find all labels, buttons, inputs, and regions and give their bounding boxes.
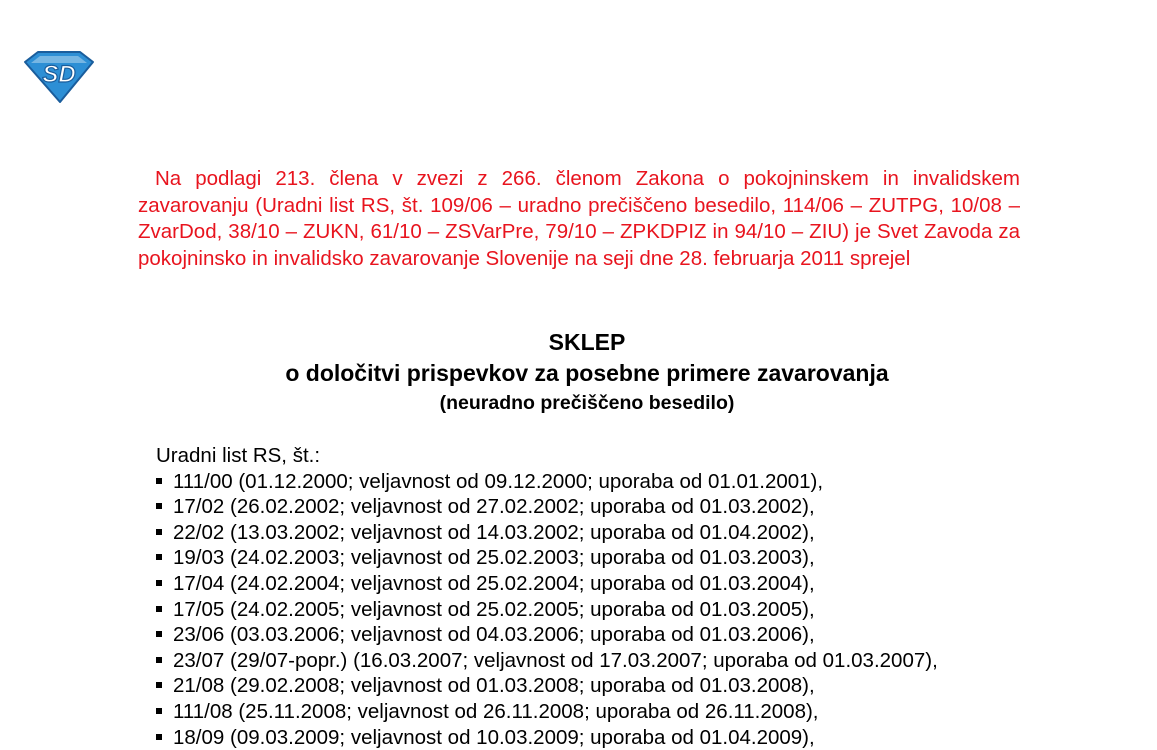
gazette-item-text: 23/07 (29/07-popr.) (16.03.2007; veljavnost od 17.03.2007; uporaba od 01.03.2007), — [173, 648, 938, 672]
gazette-list-item — [156, 648, 938, 674]
square-bullet-icon — [156, 554, 162, 560]
square-bullet-icon — [156, 734, 162, 740]
intro-paragraph: Na podlagi 213. člena v zvezi z 266. členom Zakona o pokojninskem in invalidskem zavarovanju (Uradni list RS, št. 109/06 – uradno prečiščeno besedilo, 114/06 – ZUTPG, 10/08 – ZvarDod, 38/10 – ZUKN, 61/10 – ZSVarPre, 79/10 – ZPKDPIZ in 94/10 – ZIU) je Svet Zavoda za pokojninsko in invalidsko zavarovanje Slovenije na seji dne 28. februarja 2011 sprejel — [138, 167, 1020, 270]
logo-graphic — [22, 49, 96, 105]
gazette-list-item — [156, 469, 938, 495]
document-subtitle: o določitvi prispevkov za posebne primere zavarovanja — [285, 360, 889, 386]
gazette-item-text: 17/02 (26.02.2002; veljavnost od 27.02.2002; uporaba od 01.03.2002), — [173, 495, 815, 519]
gazette-item-text: 22/02 (13.03.2002; veljavnost od 14.03.2002; uporaba od 01.04.2002), — [173, 520, 815, 544]
gazette-list-item — [156, 520, 938, 546]
square-bullet-icon — [156, 631, 162, 637]
gazette-item-text: 111/00 (01.12.2000; veljavnost od 09.12.2000; uporaba od 01.01.2001), — [173, 469, 824, 493]
logo-letters: SD — [42, 61, 76, 88]
square-bullet-icon — [156, 682, 162, 688]
gazette-list-item — [156, 545, 938, 571]
square-bullet-icon — [156, 708, 162, 714]
gazette-list-item — [156, 622, 938, 648]
document-note: (neuradno prečiščeno besedilo) — [439, 392, 735, 414]
square-bullet-icon — [156, 529, 162, 535]
gazette-item-text: 17/04 (24.02.2004; veljavnost od 25.02.2004; uporaba od 01.03.2004), — [173, 571, 815, 595]
gazette-label: Uradni list RS, št.: — [156, 444, 321, 467]
square-bullet-icon — [156, 606, 162, 612]
zpiz-shield-logo-icon — [22, 49, 96, 105]
gazette-item-text: 23/06 (03.03.2006; veljavnost od 04.03.2006; uporaba od 01.03.2006), — [173, 623, 815, 647]
gazette-item-text: 21/08 (29.02.2008; veljavnost od 01.03.2008; uporaba od 01.03.2008), — [173, 674, 815, 698]
gazette-list-item — [156, 494, 938, 520]
gazette-item-text: 18/09 (09.03.2009; veljavnost od 10.03.2009; uporaba od 01.04.2009), — [173, 725, 815, 749]
gazette-list-item — [156, 699, 938, 725]
square-bullet-icon — [156, 503, 162, 509]
gazette-list — [156, 469, 938, 750]
gazette-list-item — [156, 571, 938, 597]
square-bullet-icon — [156, 478, 162, 484]
gazette-item-text: 111/08 (25.11.2008; veljavnost od 26.11.2008; uporaba od 26.11.2008), — [173, 699, 819, 723]
square-bullet-icon — [156, 580, 162, 586]
gazette-list-item — [156, 673, 938, 699]
gazette-list-item — [156, 725, 938, 750]
document-title: SKLEP — [548, 329, 626, 355]
gazette-item-text: 17/05 (24.02.2005; veljavnost od 25.02.2005; uporaba od 01.03.2005), — [173, 597, 815, 621]
square-bullet-icon — [156, 657, 162, 663]
gazette-list-item — [156, 597, 938, 623]
gazette-item-text: 19/03 (24.02.2003; veljavnost od 25.02.2003; uporaba od 01.03.2003), — [173, 546, 815, 570]
